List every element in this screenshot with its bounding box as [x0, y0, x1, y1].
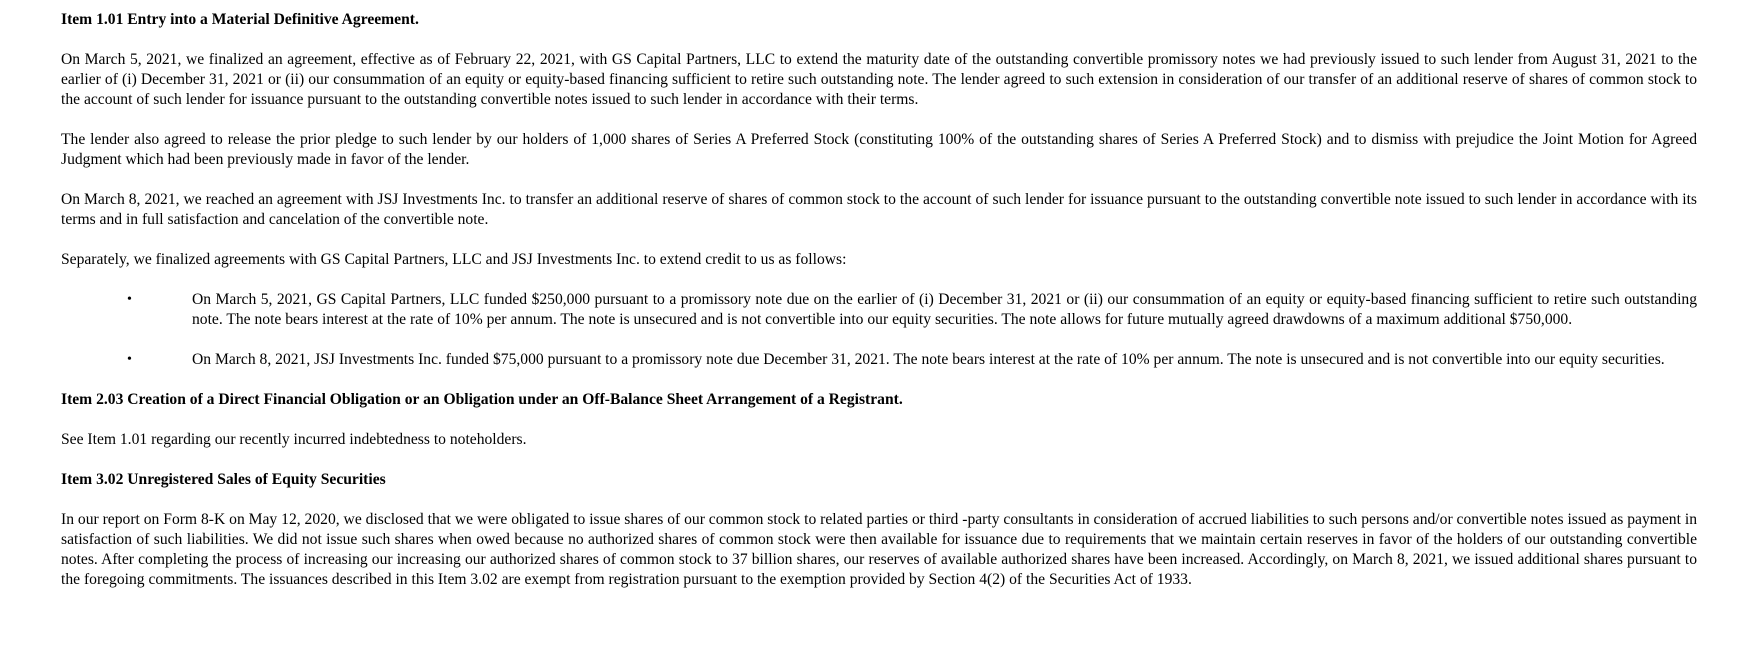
credit-bullet-list: [61, 290, 1697, 370]
section-item-1-01: [61, 10, 1697, 370]
bullet-icon: •: [127, 352, 132, 367]
paragraph-unregistered-sales: In our report on Form 8-K on May 12, 2020, we disclosed that we were obligated to issue shares of our common stock to related parties or third -party consultants in consideration of accrued liabilities to such persons and/or convertible notes issued as payment in satisfaction of such liabilities. We did not issue such shares when owed because no authorized shares of common stock were then available for issuance due to requirements that we maintain certain reserves in favor of the holders of our outstanding convertible notes. After completing the process of increasing our increasing our authorized shares of common stock to 37 billion shares, our reserves of available authorized shares have been increased. Accordingly, on March 8, 2021, we issued additional shares pursuant to the foregoing commitments. The issuances described in this Item 3.02 are exempt from registration pursuant to the exemption provided by Section 4(2) of the Securities Act of 1933.: [61, 511, 1697, 588]
bullet-icon: •: [127, 292, 132, 307]
paragraph-credit-intro: Separately, we finalized agreements with GS Capital Partners, LLC and JSJ Investments Inc. to extend credit to us as follows:: [61, 251, 847, 268]
section-item-2-03: [61, 390, 1697, 450]
section-heading-item-3-02: Item 3.02 Unregistered Sales of Equity Securities: [61, 471, 386, 488]
bullet-text-jsj: On March 8, 2021, JSJ Investments Inc. funded $75,000 pursuant to a promissory note due December 31, 2021. The note bears interest at the rate of 10% per annum. The note is unsecured and is not convertible into our equity securities.: [192, 351, 1665, 368]
list-item: [61, 290, 1697, 330]
section-heading-item-2-03: Item 2.03 Creation of a Direct Financial Obligation or an Obligation under an Off-Balance Sheet Arrangement of a Registrant.: [61, 391, 903, 408]
section-item-3-02: [61, 470, 1697, 590]
document-body: [61, 10, 1697, 610]
paragraph-jsj-agreement: On March 8, 2021, we reached an agreement with JSJ Investments Inc. to transfer an additional reserve of shares of common stock to the account of such lender for issuance pursuant to the outstanding convertible note issued to such lender in accordance with its terms and in full satisfaction and cancelation of the convertible note.: [61, 191, 1697, 228]
list-item: [61, 350, 1697, 370]
section-heading-item-1-01: Item 1.01 Entry into a Material Definitive Agreement.: [61, 11, 419, 28]
bullet-text-gs-capital: On March 5, 2021, GS Capital Partners, LLC funded $250,000 pursuant to a promissory note due on the earlier of (i) December 31, 2021 or (ii) our consummation of an equity or equity-based financing sufficient to retire such outstanding note. The note bears interest at the rate of 10% per annum. The note is unsecured and is not convertible into our equity securities. The note allows for future mutually agreed drawdowns of a maximum additional $750,000.: [192, 291, 1697, 328]
paragraph-gs-capital-extension: On March 5, 2021, we finalized an agreement, effective as of February 22, 2021, with GS Capital Partners, LLC to extend the maturity date of the outstanding convertible promissory notes we had previously issued to such lender from August 31, 2021 to the earlier of (i) December 31, 2021 or (ii) our consummation of an equity or equity-based financing sufficient to retire such outstanding note. The lender agreed to such extension in consideration of our transfer of an additional reserve of shares of common stock to the account of such lender for issuance pursuant to the outstanding convertible notes issued to such lender in accordance with their terms.: [61, 51, 1697, 108]
paragraph-see-item-1-01: See Item 1.01 regarding our recently incurred indebtedness to noteholders.: [61, 431, 527, 448]
paragraph-pledge-release: The lender also agreed to release the prior pledge to such lender by our holders of 1,000 shares of Series A Preferred Stock (constituting 100% of the outstanding shares of Series A Preferred Stock) and to dismiss with prejudice the Joint Motion for Agreed Judgment which had been previously made in favor of the lender.: [61, 131, 1697, 168]
